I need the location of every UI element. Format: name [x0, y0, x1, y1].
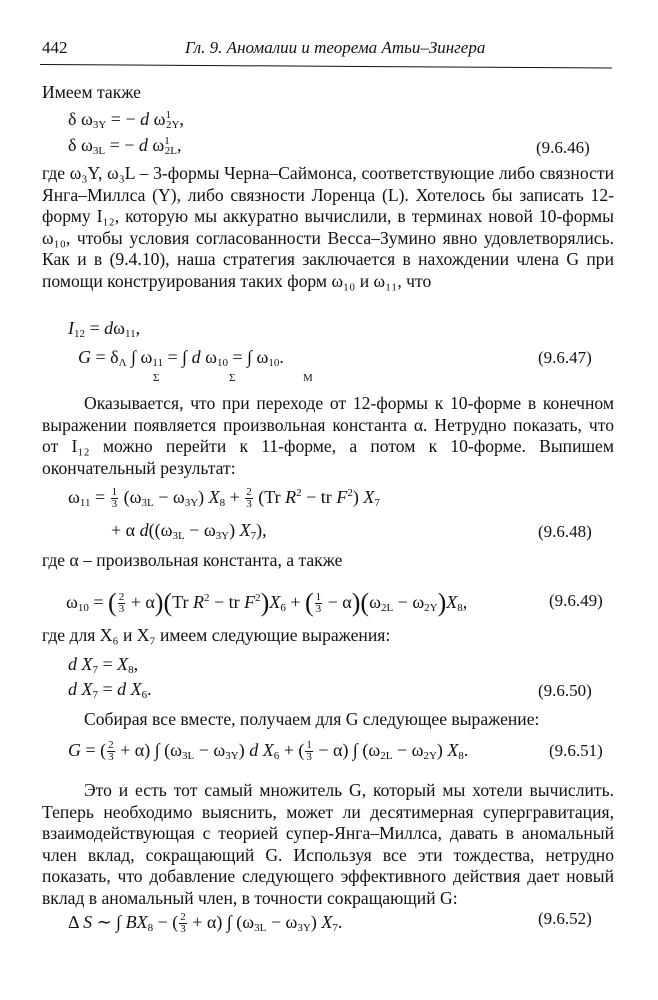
- equation-9-6-49: $\omega_{10}$ = ( $\frac{2}{3}$ + α)(Tr $R^2$ − tr $F^2)X_6$ + ( $\frac{1}{3}$ − $\alpha)(\omega_{2L} - \omega_{2Y})X_8$,: [66, 588, 468, 617]
- page-number: 442: [42, 38, 68, 57]
- equation-number-52: (9.6.52): [538, 909, 592, 928]
- integral-domain-sigma: Σ: [153, 372, 160, 384]
- paragraph-intro: Имеем также: [42, 82, 141, 102]
- integral-domain-sigma: Σ: [229, 372, 236, 384]
- equation-number-50: (9.6.50): [538, 681, 592, 700]
- equation-9-6-47-line1: $I_{12} = d\omega_{11}$,: [68, 318, 141, 340]
- equation-9-6-48-line1: $\omega_{11}$ = $\frac{1}{3}$ $(\omega_{3L} - \omega_{3Y}) X_8$ + $\frac{2}{3}$ (Tr $R^2$ − tr $F^2$) $X_7$: [68, 486, 380, 511]
- paragraph-supergravity: Это и есть тот самый множитель G, который мы хотели вычислить. Теперь необходимо выяснить, может ли десятимерная супергравитация, взаимодействующая с теорией супер-Янга–Миллса, давать в аномальный член вклад, сокращающий G. Используя все эти тождества, нетрудно показать, что добавление следующего эффективного действия дает новый вклад в аномальный член, в точности сокращающий G:: [42, 780, 614, 908]
- equation-number-48: (9.6.48): [538, 522, 592, 541]
- paragraph-arbitrary-constant: где α – произвольная константа, а также: [42, 550, 343, 570]
- equation-9-6-50-line2: d $X_7 = d$ $X_6$.: [68, 679, 152, 701]
- equation-9-6-52: Δ S ∼ ∫ $BX_8$ − ( $\frac{2}{3}$ + α) ∫ $(\omega_{3L} - \omega_{3Y})$ $X_7$.: [68, 911, 343, 936]
- equation-9-6-51: G = ( $\frac{2}{3}$ + α) ∫ $(\omega_{3L} - \omega_{3Y})$ d $X_6$ + ( $\frac{1}{3}$ − α) ∫ $(\omega_{2L} - \omega_{2Y})$ $X_8$.: [68, 739, 469, 764]
- paragraph-collecting: Собирая все вместе, получаем для G следующее выражение:: [84, 709, 540, 729]
- paragraph-x6-x7: где для X₆ и X₇ имеем следующие выражения:: [42, 625, 391, 645]
- equation-number-49: (9.6.49): [549, 591, 603, 610]
- equation-number-46: (9.6.46): [536, 138, 590, 157]
- paragraph-constant-alpha: Оказывается, что при переходе от 12-формы к 10-форме в конечном выражении появляется произвольная константа α. Нетрудно показать, что от I₁₂ можно перейти к 11-форме, а потом к 10-форме. Выпишем окончательный результат:: [42, 393, 614, 478]
- equation-9-6-48-line2: + α $d((\omega_{3L} - \omega_{3Y})$ $X_7$),: [111, 520, 267, 542]
- equation-number-51: (9.6.51): [549, 741, 603, 760]
- equation-9-6-50-line1: d $X_7 = X_8$,: [68, 654, 139, 676]
- running-title: Гл. 9. Аномалии и теорема Атьи–Зингера: [185, 38, 486, 57]
- header-rule: [40, 64, 612, 68]
- paragraph-chern-simons: где ω₃Y, ω₃L – 3-формы Черна–Саймонса, соответствующие либо связности Янга–Миллса (Y), либо связности Лоренца (L). Хотелось бы записать 12-форму I₁₂, которую мы аккуратно вычислили, в терминах новой 10-формы ω₁₀, чтобы условия согласованности Весса–Зумино явно удовлетворялись. Как и в (9.4.10), наша стратегия заключается в нахождении члена G при помощи конструирования таких форм ω₁₀ и ω₁₁, что: [42, 163, 614, 291]
- equation-9-6-46-line2: δ $\omega_{3L}$ = − d $\omega^1_{2L}$,: [68, 135, 182, 157]
- equation-9-6-47-line2: $G = \delta_\Lambda$ ∫ $\omega_{11}$ = ∫ d $\omega_{10}$ = ∫ $\omega_{10}$.: [78, 347, 284, 369]
- integral-domain-m: M: [303, 372, 313, 384]
- equation-number-47: (9.6.47): [538, 348, 592, 367]
- equation-9-6-46-line1: δ $\omega_{3Y}$ = − d $\omega^1_{2Y}$,: [68, 109, 184, 131]
